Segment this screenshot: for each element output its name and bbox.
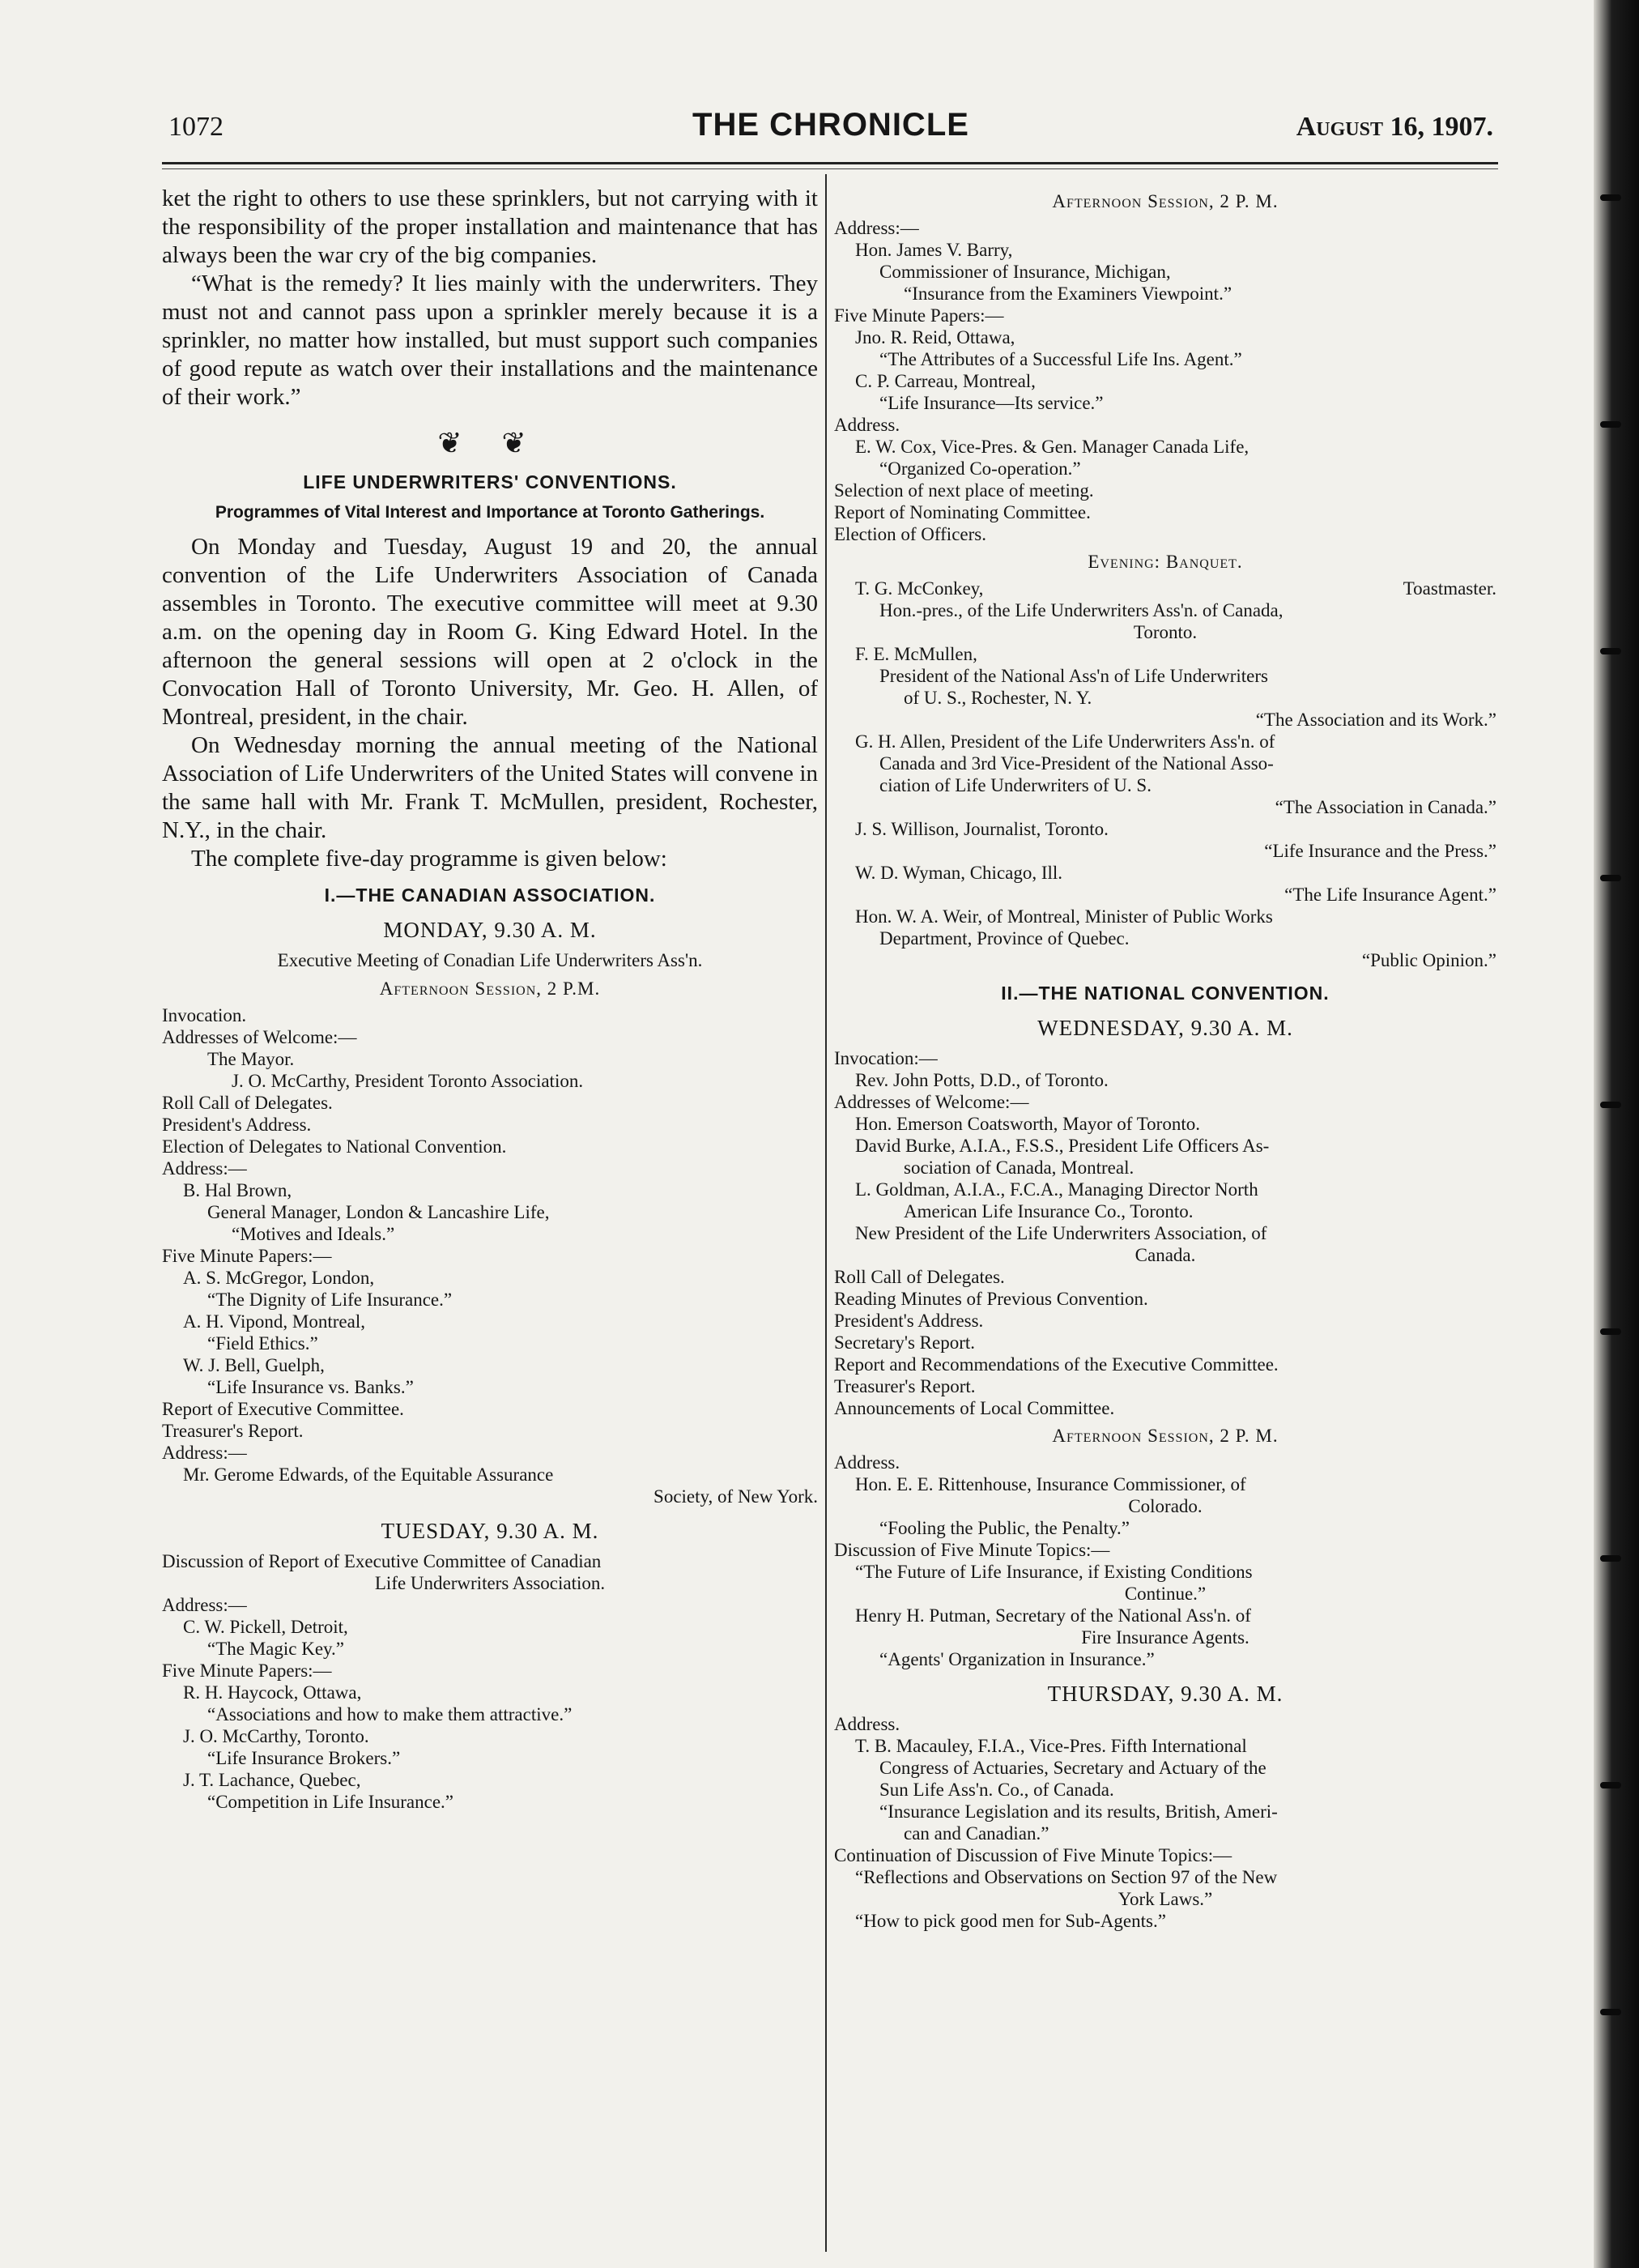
programme-line: Fire Insurance Agents. <box>1081 1627 1249 1648</box>
programme-line: T. B. Macauley, F.I.A., Vice-Pres. Fifth International <box>855 1736 1247 1756</box>
programme-line: “The Future of Life Insurance, if Existing Conditions <box>855 1562 1253 1582</box>
programme-line: of U. S., Rochester, N. Y. <box>904 688 1092 708</box>
programme-line: Hon. Emerson Coatsworth, Mayor of Toronto. <box>855 1114 1200 1134</box>
programme-line: “Insurance Legislation and its results, British, Ameri- <box>879 1801 1278 1822</box>
programme-line: David Burke, A.I.A., F.S.S., President Life Officers As- <box>855 1136 1270 1156</box>
programme-line: Treasurer's Report. <box>834 1376 976 1396</box>
programme-line: American Life Insurance Co., Toronto. <box>904 1201 1194 1221</box>
programme-line: “Competition in Life Insurance.” <box>207 1792 454 1812</box>
programme-line: “Life Insurance and the Press.” <box>1264 841 1496 861</box>
programme-line: Addresses of Welcome:— <box>162 1027 357 1047</box>
day-heading-tuesday: TUESDAY, 9.30 A. M. <box>381 1519 599 1543</box>
programme-line: Roll Call of Delegates. <box>834 1267 1005 1287</box>
programme-banquet <box>834 578 1496 971</box>
article-paragraph: The complete five-day programme is given below: <box>191 846 667 872</box>
programme-line: Report and Recommendations of the Executive Committee. <box>834 1354 1279 1375</box>
programme-line: Roll Call of Delegates. <box>162 1093 333 1113</box>
programme-line: Hon. James V. Barry, <box>855 240 1013 260</box>
binding-hole <box>1600 648 1621 654</box>
binding-hole <box>1600 1102 1621 1108</box>
session-heading-evening: Evening: Banquet. <box>1088 552 1243 572</box>
programme-line: “The Magic Key.” <box>207 1639 345 1659</box>
programme-line: “Motives and Ideals.” <box>232 1224 395 1244</box>
programme-line: Address:— <box>162 1595 247 1615</box>
intro-paragraph: “What is the remedy? It lies mainly with the underwriters. They must not and cannot pass upon a sprinkler merely because it is a sprinkler, no matter how installed, but must support such companies of good repute as watch over their installations and the maintenance of their work.” <box>162 271 818 410</box>
day-heading-thursday: THURSDAY, 9.30 A. M. <box>1047 1682 1284 1706</box>
right-column <box>834 185 1496 2242</box>
programme-line: Society, of New York. <box>653 1486 818 1507</box>
programme-line: Commissioner of Insurance, Michigan, <box>879 262 1171 282</box>
programme-line: Addresses of Welcome:— <box>834 1092 1029 1112</box>
programme-line: Congress of Actuaries, Secretary and Actuary of the <box>879 1758 1266 1778</box>
programme-line: W. D. Wyman, Chicago, Ill. <box>855 863 1063 883</box>
programme-tuesday-afternoon <box>834 217 1496 545</box>
programme-line: President's Address. <box>162 1115 312 1135</box>
programme-line: “The Dignity of Life Insurance.” <box>207 1290 453 1310</box>
programme-line: The Mayor. <box>207 1049 295 1069</box>
programme-line: J. T. Lachance, Quebec, <box>183 1770 361 1790</box>
day-heading-wednesday: WEDNESDAY, 9.30 A. M. <box>1037 1016 1293 1040</box>
toastmaster-name: T. G. McConkey, <box>855 578 984 599</box>
programme-monday <box>162 949 818 1507</box>
programme-line: C. P. Carreau, Montreal, <box>855 371 1036 391</box>
header-rule-thin <box>162 168 1498 169</box>
programme-line: Hon. W. A. Weir, of Montreal, Minister of Public Works <box>855 906 1273 927</box>
programme-line: ciation of Life Underwriters of U. S. <box>879 775 1152 795</box>
programme-line: Life Underwriters Association. <box>374 1573 606 1593</box>
programme-line: Executive Meeting of Conadian Life Underwriters Ass'n. <box>277 950 703 970</box>
programme-line: J. O. McCarthy, President Toronto Association. <box>232 1071 584 1091</box>
programme-line: B. Hal Brown, <box>183 1180 292 1200</box>
programme-line: R. H. Haycock, Ottawa, <box>183 1682 362 1703</box>
programme-line: Election of Delegates to National Convention. <box>162 1136 507 1157</box>
programme-line: “Agents' Organization in Insurance.” <box>879 1649 1155 1669</box>
programme-line: Report of Executive Committee. <box>162 1399 404 1419</box>
issue-date: August 16, 1907. <box>1296 112 1493 142</box>
intro-paragraph: ket the right to others to use these sprinklers, but not carrying with it the responsibility of the proper installation and maintenance that has always been the war cry of the big companies. <box>162 185 818 268</box>
programme-line: “Life Insurance—Its service.” <box>879 393 1104 413</box>
toastmaster-role: Toastmaster. <box>1403 578 1496 599</box>
programme-line: “Field Ethics.” <box>207 1333 318 1354</box>
programme-line: Jno. R. Reid, Ottawa, <box>855 327 1015 347</box>
programme-line: Invocation. <box>162 1005 247 1025</box>
programme-line: Five Minute Papers:— <box>834 305 1004 326</box>
programme-line: Address. <box>834 1452 900 1473</box>
programme-line: Announcements of Local Committee. <box>834 1398 1115 1418</box>
programme-line: Hon.-pres., of the Life Underwriters Ass'n. of Canada, <box>879 600 1284 620</box>
programme-line: President's Address. <box>834 1311 984 1331</box>
programme-line: Address. <box>834 415 900 435</box>
programme-line: “Insurance from the Examiners Viewpoint.” <box>904 284 1232 304</box>
programme-line: Address:— <box>834 218 919 238</box>
programme-line: “The Association and its Work.” <box>1255 710 1496 730</box>
programme-line: Report of Nominating Committee. <box>834 502 1091 522</box>
programme-line: Address:— <box>162 1443 247 1463</box>
programme-line: Discussion of Five Minute Topics:— <box>834 1540 1110 1560</box>
programme-line: York Laws.” <box>1118 1889 1213 1909</box>
programme-wednesday-afternoon <box>834 1452 1496 1670</box>
programme-line: “Organized Co-operation.” <box>879 458 1081 479</box>
programme-line: F. E. McMullen, <box>855 644 977 664</box>
binding-hole <box>1600 1555 1621 1562</box>
programme-line: Treasurer's Report. <box>162 1421 304 1441</box>
programme-line: Department, Province of Quebec. <box>879 928 1130 949</box>
programme-line: Mr. Gerome Edwards, of the Equitable Assurance <box>183 1464 554 1485</box>
programme-line: Toronto. <box>1133 622 1198 642</box>
article-paragraph: On Wednesday morning the annual meeting of the National Association of Life Underwriters of the United States will convene in the same hall with Mr. Frank T. McMullen, president, Rochester, N.Y., in the chair. <box>162 732 818 843</box>
publication-title: THE CHRONICLE <box>692 107 969 143</box>
programme-line: “Life Insurance Brokers.” <box>207 1748 401 1768</box>
programme-line: Hon. E. E. Rittenhouse, Insurance Commissioner, of <box>855 1474 1246 1494</box>
programme-line: “Fooling the Public, the Penalty.” <box>879 1518 1130 1538</box>
programme-line: Election of Officers. <box>834 524 986 544</box>
programme-line: Canada and 3rd Vice-President of the National Asso- <box>879 753 1274 774</box>
programme-line: Five Minute Papers:— <box>162 1660 332 1681</box>
programme-line: “How to pick good men for Sub-Agents.” <box>855 1911 1166 1931</box>
session-heading: Afternoon Session, 2 P. M. <box>1052 191 1279 211</box>
binding-edge <box>1594 0 1639 2268</box>
header-rule <box>162 162 1498 164</box>
programme-line: “The Life Insurance Agent.” <box>1284 885 1496 905</box>
programme-line: Canada. <box>1135 1245 1196 1265</box>
programme-line: Discussion of Report of Executive Committee of Canadian <box>162 1551 602 1571</box>
programme-line: Rev. John Potts, D.D., of Toronto. <box>855 1070 1109 1090</box>
programme-line: E. W. Cox, Vice-Pres. & Gen. Manager Canada Life, <box>855 437 1249 457</box>
binding-hole <box>1600 2009 1621 2015</box>
programme-line: A. H. Vipond, Montreal, <box>183 1311 365 1332</box>
left-column <box>162 185 818 2242</box>
programme-line: Sun Life Ass'n. Co., of Canada. <box>879 1780 1114 1800</box>
programme-line: Invocation:— <box>834 1048 938 1068</box>
programme-line: L. Goldman, A.I.A., F.C.A., Managing Director North <box>855 1179 1258 1200</box>
programme-line: C. W. Pickell, Detroit, <box>183 1617 348 1637</box>
programme-line: J. S. Willison, Journalist, Toronto. <box>855 819 1109 839</box>
programme-line: General Manager, London & Lancashire Life, <box>207 1202 550 1222</box>
programme-line: Address:— <box>162 1158 247 1179</box>
page-header <box>168 107 1493 156</box>
article-paragraph: On Monday and Tuesday, August 19 and 20, the annual convention of the Life Underwriters Association of Canada assembles in Toronto. The executive committee will meet at 9.30 a.m. on the opening day in Room G. King Edward Hotel. In the afternoon the general sessions will open at 2 o'clock in the Convocation Hall of Toronto University, Mr. Geo. H. Allen, of Montreal, president, in the chair. <box>162 534 818 730</box>
programme-line: “The Attributes of a Successful Life Ins. Agent.” <box>879 349 1242 369</box>
programme-line: “Life Insurance vs. Banks.” <box>207 1377 414 1397</box>
programme-line: President of the National Ass'n of Life Underwriters <box>879 666 1269 686</box>
programme-line: Henry H. Putman, Secretary of the National Ass'n. of <box>855 1605 1251 1626</box>
programme-line: W. J. Bell, Guelph, <box>183 1355 325 1375</box>
part-two-title: II.—THE NATIONAL CONVENTION. <box>1001 983 1330 1004</box>
article-subtitle: Programmes of Vital Interest and Importance at Toronto Gatherings. <box>215 503 765 522</box>
session-heading: Afternoon Session, 2 P.M. <box>379 978 601 999</box>
article-title: LIFE UNDERWRITERS' CONVENTIONS. <box>303 471 677 492</box>
programme-line: “Reflections and Observations on Section 97 of the New <box>855 1867 1278 1887</box>
programme-wednesday <box>834 1047 1496 1419</box>
day-heading-monday: MONDAY, 9.30 A. M. <box>383 918 597 942</box>
programme-line: G. H. Allen, President of the Life Underwriters Ass'n. of <box>855 731 1275 752</box>
session-heading: Afternoon Session, 2 P. M. <box>1052 1426 1279 1446</box>
programme-tuesday <box>162 1550 818 1813</box>
part-one-title: I.—THE CANADIAN ASSOCIATION. <box>324 885 656 906</box>
programme-line: Secretary's Report. <box>834 1332 976 1353</box>
binding-hole <box>1600 1328 1621 1335</box>
ornament-fleurons: ❦ ❦ <box>437 427 543 459</box>
programme-line: can and Canadian.” <box>904 1823 1049 1844</box>
programme-line: sociation of Canada, Montreal. <box>904 1157 1135 1178</box>
page-number: 1072 <box>168 112 224 142</box>
programme-line: Selection of next place of meeting. <box>834 480 1094 501</box>
programme-line: New President of the Life Underwriters Association, of <box>855 1223 1267 1243</box>
programme-line: “Public Opinion.” <box>1361 950 1496 970</box>
programme-thursday <box>834 1713 1496 1932</box>
programme-line: Colorado. <box>1128 1496 1203 1516</box>
binding-hole <box>1600 421 1621 428</box>
programme-line: “Associations and how to make them attractive.” <box>207 1704 573 1724</box>
programme-line: A. S. McGregor, London, <box>183 1268 375 1288</box>
programme-line: J. O. McCarthy, Toronto. <box>183 1726 369 1746</box>
programme-line: Address. <box>834 1714 900 1734</box>
binding-hole <box>1600 194 1621 201</box>
binding-hole <box>1600 875 1621 881</box>
programme-line: Reading Minutes of Previous Convention. <box>834 1289 1148 1309</box>
column-divider <box>825 174 827 2252</box>
programme-line: Continuation of Discussion of Five Minute Topics:— <box>834 1845 1232 1865</box>
binding-hole <box>1600 1782 1621 1788</box>
programme-line: “The Association in Canada.” <box>1275 797 1496 817</box>
programme-line: Continue.” <box>1124 1584 1207 1604</box>
toastmaster-line <box>834 578 1496 599</box>
programme-line: Five Minute Papers:— <box>162 1246 332 1266</box>
